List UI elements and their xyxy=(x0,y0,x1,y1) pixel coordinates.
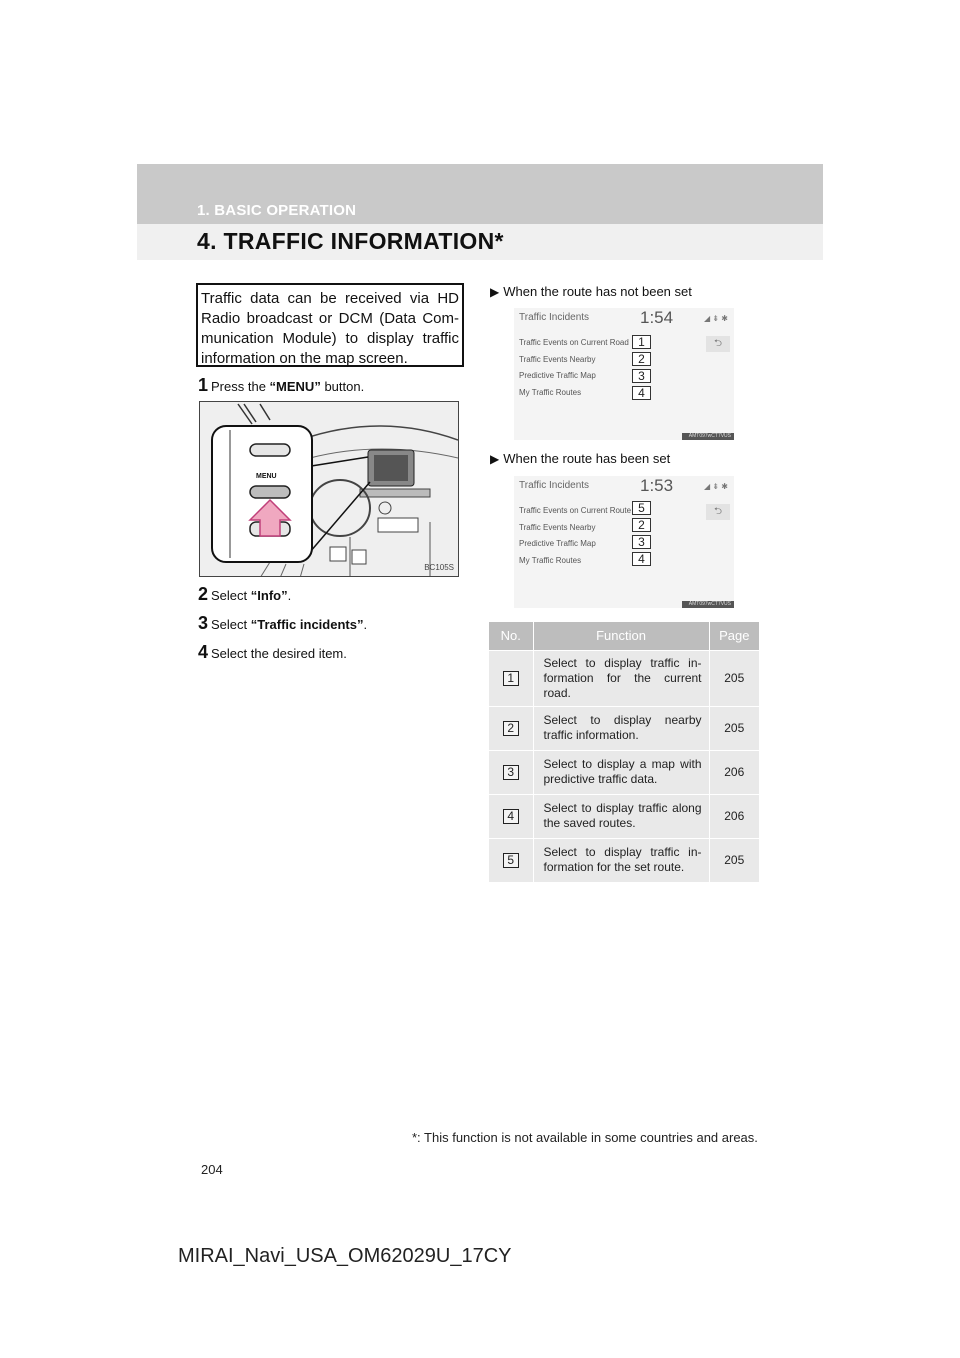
menu-row[interactable]: Traffic Events Nearby xyxy=(519,355,596,364)
step-3 xyxy=(198,613,367,634)
callout-number: 4 xyxy=(632,386,651,400)
step-text: Select xyxy=(211,588,251,603)
step-text-end: . xyxy=(363,617,368,632)
step-text: Select xyxy=(211,617,251,632)
triangle-bullet-icon: ▶ xyxy=(490,285,500,299)
row-number-cell xyxy=(489,838,533,882)
condition-not-set xyxy=(490,284,692,299)
triangle-bullet-icon: ▶ xyxy=(490,452,500,466)
row-number-cell xyxy=(489,750,533,794)
row-number-cell xyxy=(489,706,533,750)
back-button[interactable]: ⮌ xyxy=(706,336,730,352)
header-function: Function xyxy=(533,622,709,650)
function-cell: Select to display nearby traffic information. xyxy=(533,706,709,750)
section-label: 1. BASIC OPERATION xyxy=(197,202,357,219)
callout-number: 2 xyxy=(632,518,651,532)
step-4 xyxy=(198,642,347,663)
step-text-end: button. xyxy=(320,379,365,394)
function-table xyxy=(489,622,759,882)
function-cell: Select to display traffic in-formation for the set route. xyxy=(533,838,709,882)
function-cell: Select to display traffic along the saved routes. xyxy=(533,794,709,838)
condition-set xyxy=(490,451,670,466)
back-button[interactable]: ⮌ xyxy=(706,504,730,520)
table-row xyxy=(489,794,759,838)
step-keyword: “Info” xyxy=(250,588,288,603)
menu-row[interactable]: Traffic Events on Current Road xyxy=(519,338,629,347)
number-box: 3 xyxy=(503,765,519,780)
menu-button-label: MENU xyxy=(256,473,277,480)
table-header-row xyxy=(489,622,759,650)
callout-number: 2 xyxy=(632,352,651,366)
screen-code: AMT097wCT7VUS xyxy=(682,601,734,608)
page-cell: 206 xyxy=(709,794,759,838)
number-box: 2 xyxy=(503,721,519,736)
header-no: No. xyxy=(489,622,533,650)
step-number: 2 xyxy=(198,584,209,604)
condition-text: When the route has been set xyxy=(503,451,671,466)
screen-clock: 1:54 xyxy=(640,308,674,327)
condition-text: When the route has not been set xyxy=(503,284,692,299)
callout-number: 5 xyxy=(632,501,651,515)
step-number: 3 xyxy=(198,613,209,633)
dashboard-illustration xyxy=(199,401,459,577)
step-text: Press the xyxy=(211,379,270,394)
callout-number: 3 xyxy=(632,535,651,549)
dashboard-drawing xyxy=(200,402,459,577)
function-cell: Select to display a map with predictive traffic data. xyxy=(533,750,709,794)
traffic-incidents-screen-set xyxy=(514,476,734,608)
step-keyword: “MENU” xyxy=(269,379,321,394)
table-row xyxy=(489,838,759,882)
page-number: 204 xyxy=(201,1162,223,1177)
step-keyword: “Traffic incidents” xyxy=(250,617,364,632)
document-code: MIRAI_Navi_USA_OM62029U_17CY xyxy=(178,1245,512,1267)
step-1 xyxy=(198,375,364,396)
step-text: Select the desired item. xyxy=(211,646,347,661)
status-icons: ◢ ⇟ ✱ xyxy=(704,314,729,323)
step-2 xyxy=(198,584,291,605)
menu-row[interactable]: My Traffic Routes xyxy=(519,556,582,565)
screen-clock: 1:53 xyxy=(640,476,674,495)
table-row xyxy=(489,706,759,750)
screen-title: Traffic Incidents xyxy=(519,480,590,491)
footnote: *: This function is not available in some countries and areas. xyxy=(412,1130,758,1145)
step-number: 4 xyxy=(198,642,209,662)
screen-code: AMT097wCT7VUS xyxy=(682,433,734,440)
number-box: 5 xyxy=(503,853,519,868)
status-icons: ◢ ⇟ ✱ xyxy=(704,482,729,491)
menu-row[interactable]: Traffic Events on Current Route xyxy=(519,506,632,515)
number-box: 1 xyxy=(503,671,519,686)
header-page: Page xyxy=(709,622,759,650)
image-code: BC105S xyxy=(424,563,454,572)
menu-row[interactable]: My Traffic Routes xyxy=(519,388,582,397)
page-cell: 205 xyxy=(709,838,759,882)
page-cell: 206 xyxy=(709,750,759,794)
page-cell: 205 xyxy=(709,706,759,750)
table-row xyxy=(489,650,759,706)
function-cell: Select to display traffic in-formation for the current road. xyxy=(533,650,709,706)
menu-row[interactable]: Predictive Traffic Map xyxy=(519,371,596,380)
row-number-cell xyxy=(489,794,533,838)
intro-box: Traffic data can be received via HD Radio broadcast or DCM (Data Com-munication Module) to display traffic information on the map screen. xyxy=(196,283,464,367)
step-number: 1 xyxy=(198,375,209,395)
callout-number: 4 xyxy=(632,552,651,566)
number-box: 4 xyxy=(503,809,519,824)
page-cell: 205 xyxy=(709,650,759,706)
table-row xyxy=(489,750,759,794)
screen-title: Traffic Incidents xyxy=(519,312,590,323)
callout-number: 3 xyxy=(632,369,651,383)
menu-row[interactable]: Predictive Traffic Map xyxy=(519,539,596,548)
traffic-incidents-screen-not-set xyxy=(514,308,734,440)
page-title: 4. TRAFFIC INFORMATION* xyxy=(197,228,504,254)
menu-row[interactable]: Traffic Events Nearby xyxy=(519,523,596,532)
callout-number: 1 xyxy=(632,335,651,349)
row-number-cell xyxy=(489,650,533,706)
step-text-end: . xyxy=(287,588,292,603)
